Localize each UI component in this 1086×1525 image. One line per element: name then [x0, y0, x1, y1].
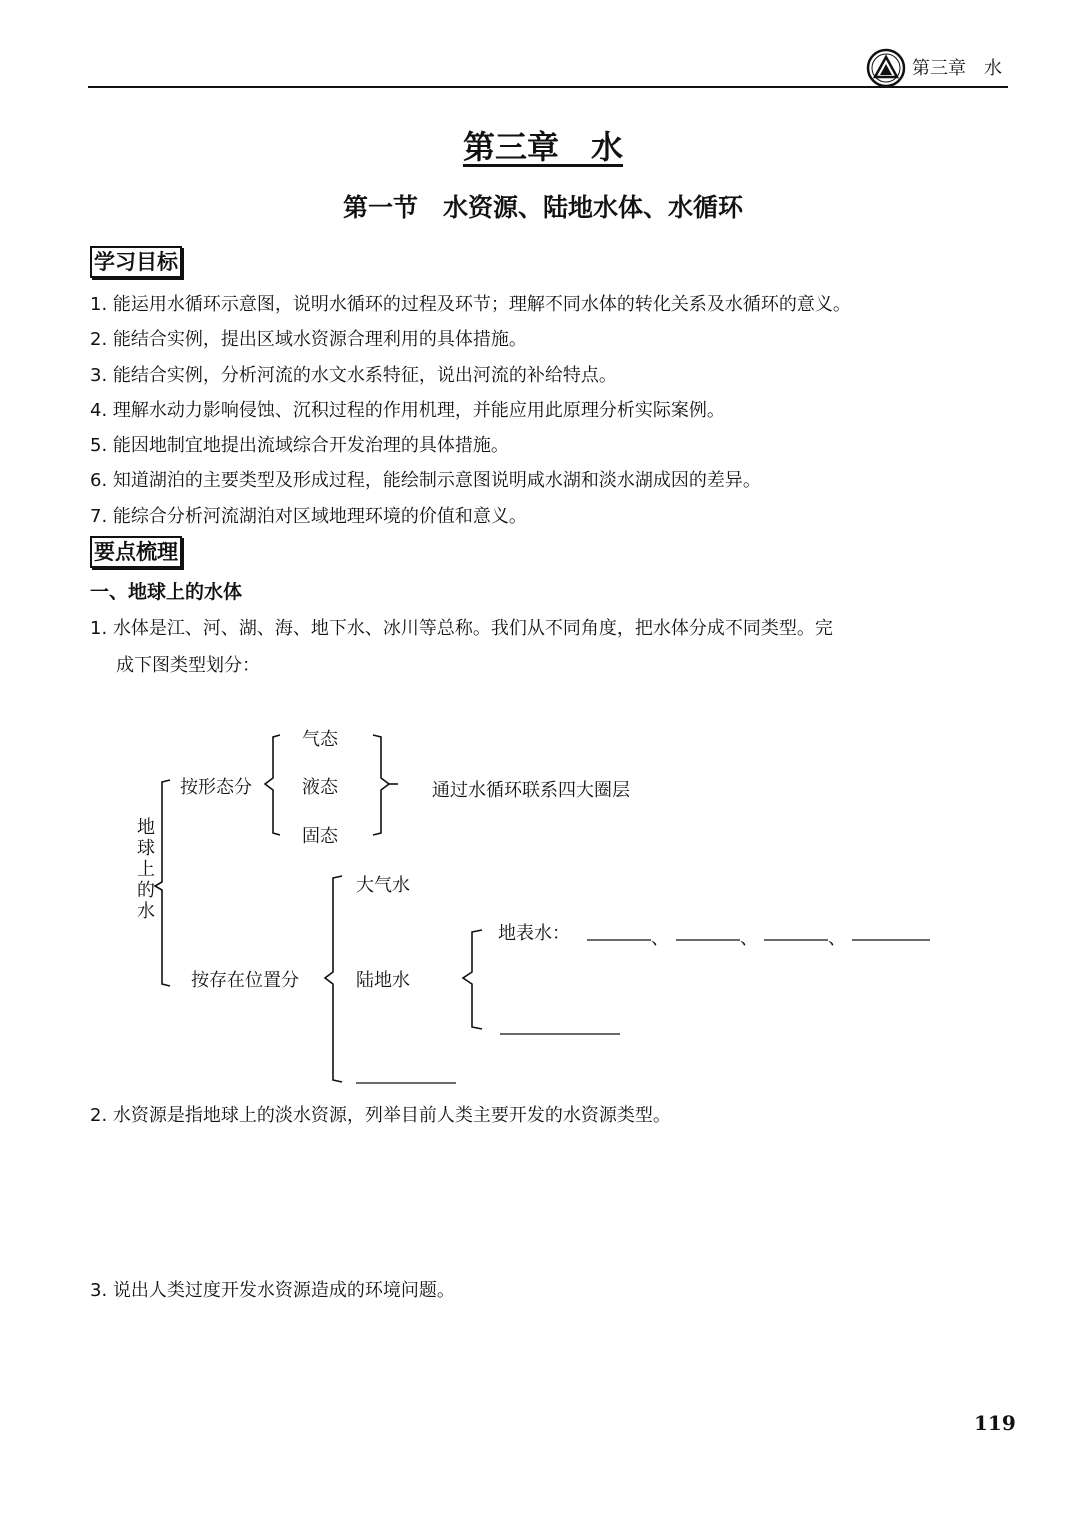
- objective-4: 4. 理解水动力影响侵蚀、沉积过程的作用机理，并能应用此原理分析实际案例。: [90, 400, 725, 421]
- question-1-line-2: 成下图类型划分：: [116, 655, 260, 676]
- objective-3: 3. 能结合实例，分析河流的水文水系特征，说出河流的补给特点。: [90, 365, 617, 386]
- diagram-states-note: 通过水循环联系四大圈层: [432, 780, 630, 801]
- objective-6: 6. 知道湖泊的主要类型及形成过程，能绘制示意图说明咸水湖和淡水湖成因的差异。: [90, 470, 761, 491]
- diagram-separator-2: 、: [740, 928, 758, 949]
- diagram-by-location: 按存在位置分: [191, 970, 299, 991]
- header-chapter: 第三章 水: [912, 58, 1002, 79]
- key-points-heading: 一、地球上的水体: [90, 581, 243, 603]
- section-title: 第一节 水资源、陆地水体、水循环: [342, 193, 743, 222]
- key-points-label: 要点梳理: [90, 536, 182, 568]
- question-2: 2. 水资源是指地球上的淡水资源，列举目前人类主要开发的水资源类型。: [90, 1105, 671, 1126]
- diagram-state-liquid: 液态: [302, 777, 338, 798]
- objective-2: 2. 能结合实例，提出区域水资源合理利用的具体措施。: [90, 329, 527, 350]
- question-1-line-1: 1. 水体是江、河、湖、海、地下水、冰川等总称。我们从不同角度，把水体分成不同类型。完: [90, 618, 833, 639]
- diagram-root: 地球上的水: [137, 817, 155, 922]
- chapter-title: 第三章 水: [462, 128, 623, 166]
- diagram-land-water: 陆地水: [356, 970, 410, 991]
- objective-7: 7. 能综合分析河流湖泊对区域地理环境的价值和意义。: [90, 506, 527, 527]
- page-number: 119: [974, 1411, 1016, 1435]
- diagram-surface-water: 地表水：: [498, 923, 570, 944]
- diagram-by-state: 按形态分: [180, 777, 252, 798]
- question-3: 3. 说出人类过度开发水资源造成的环境问题。: [90, 1280, 455, 1301]
- diagram-state-solid: 固态: [302, 826, 338, 847]
- objectives-label: 学习目标: [90, 246, 182, 278]
- diagram-state-gas: 气态: [302, 729, 338, 750]
- diagram-separator-3: 、: [828, 928, 846, 949]
- objective-1: 1. 能运用水循环示意图，说明水循环的过程及环节；理解不同水体的转化关系及水循环的意义。: [90, 294, 851, 315]
- diagram-separator-1: 、: [651, 928, 669, 949]
- diagram-atmos-water: 大气水: [356, 875, 410, 896]
- objective-5: 5. 能因地制宜地提出流域综合开发治理的具体措施。: [90, 435, 509, 456]
